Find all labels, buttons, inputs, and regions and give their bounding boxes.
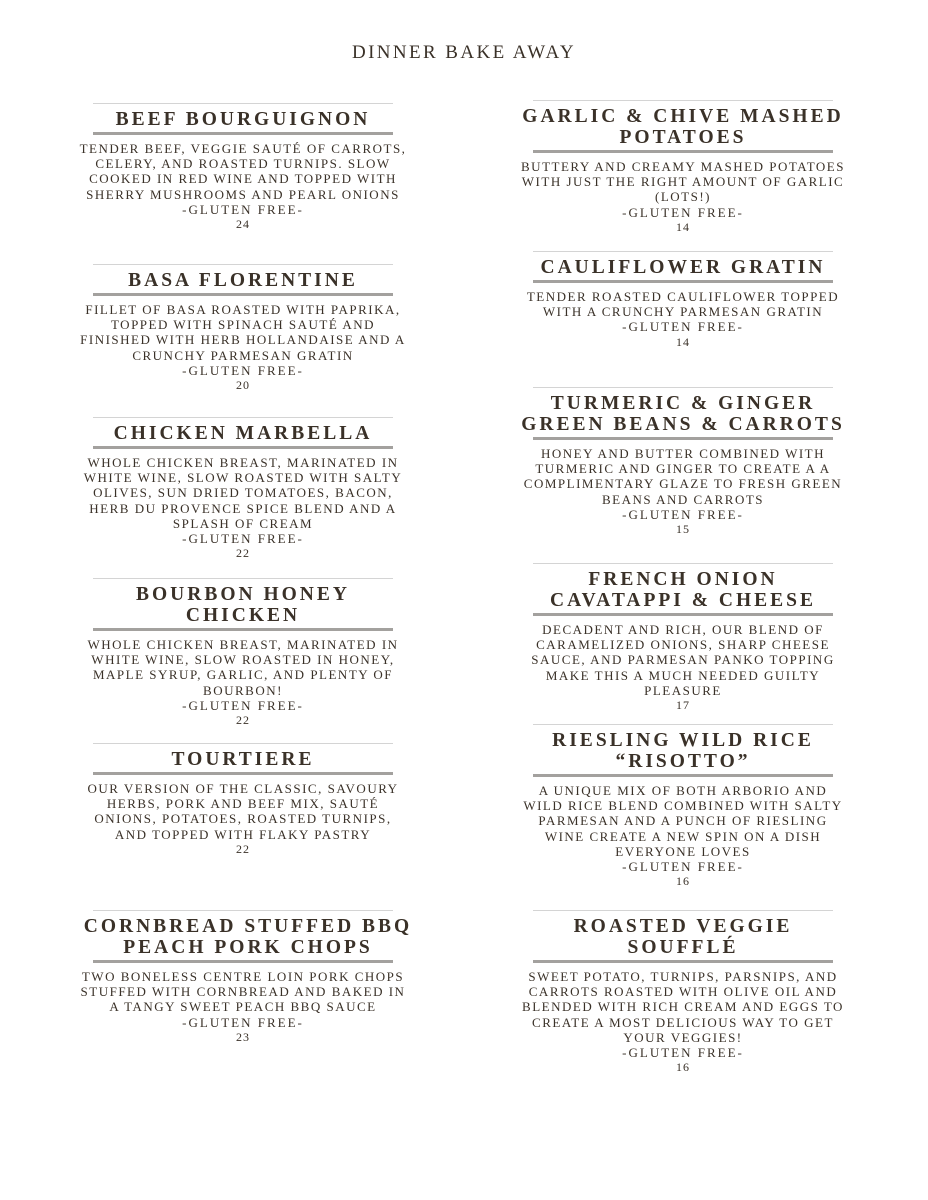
menu-item [78,578,408,728]
divider-line [93,103,393,104]
dish-price: 14 [676,219,690,234]
dish-name: TOURTIERE [171,749,315,770]
divider-line [93,743,393,744]
dish-name: GARLIC & CHIVE MASHED POTATOES [522,106,844,148]
dish-name: RIESLING WILD RICE “RISOTTO” [552,730,814,772]
dish-underline [93,132,393,135]
dish-name: BOURBON HONEY CHICKEN [136,584,350,626]
divider-line [533,100,833,101]
dish-description: TENDER ROASTED CAULIFLOWER TOPPED WITH A CRUNCHY PARMESAN GRATIN [526,289,840,320]
divider-line [533,910,833,911]
dish-description: HONEY AND BUTTER COMBINED WITH TURMERIC AND GINGER TO CREATE A A COMPLIMENTARY GLAZE TO FRESH GREEN BEANS AND CARROTS [523,446,843,507]
divider-line [533,251,833,252]
divider-line [93,578,393,579]
divider-line [93,910,393,911]
dish-name: CHICKEN MARBELLA [113,423,373,444]
gluten-free-label: -GLUTEN FREE- [182,1014,304,1030]
dish-description: BUTTERY AND CREAMY MASHED POTATOES WITH JUST THE RIGHT AMOUNT OF GARLIC (LOTS!) [521,159,845,205]
dish-underline [93,960,393,963]
dish-price: 17 [676,698,690,713]
page-title: DINNER BAKE AWAY [351,42,577,63]
dish-price: 22 [236,841,250,856]
dish-description: SWEET POTATO, TURNIPS, PARSNIPS, AND CARROTS ROASTED WITH OLIVE OIL AND BLENDED WITH RICH CREAM AND EGGS TO CREATE A MOST DELICIOUS WAY TO GET YOUR VEGGIES! [522,969,844,1045]
dish-underline [93,293,393,296]
menu-item [518,910,848,1075]
menu-item [78,264,408,393]
dish-price: 24 [236,217,250,232]
divider-line [533,724,833,725]
dish-price: 20 [236,378,250,393]
divider-line [93,417,393,418]
dish-name: CORNBREAD STUFFED BBQ PEACH PORK CHOPS [83,916,413,958]
menu-item [518,100,848,235]
dish-underline [93,446,393,449]
menu-item [78,103,408,232]
dish-description: TWO BONELESS CENTRE LOIN PORK CHOPS STUFFED WITH CORNBREAD AND BAKED IN A TANGY SWEET PEACH BBQ SAUCE [80,969,406,1015]
divider-line [93,264,393,265]
dish-description: WHOLE CHICKEN BREAST, MARINATED IN WHITE WINE, SLOW ROASTED IN HONEY, MAPLE SYRUP, GARLIC, AND PLENTY OF BOURBON! [87,637,399,698]
dish-name: TURMERIC & GINGER GREEN BEANS & CARROTS [521,393,845,435]
dish-underline [533,774,833,777]
dish-description: FILLET OF BASA ROASTED WITH PAPRIKA, TOPPED WITH SPINACH SAUTÉ AND FINISHED WITH HERB HOLLANDAISE AND A CRUNCHY PARMESAN GRATIN [80,302,406,363]
gluten-free-label: -GLUTEN FREE- [622,1045,744,1061]
menu-item [518,724,848,889]
dish-underline [533,280,833,283]
dish-description: A UNIQUE MIX OF BOTH ARBORIO AND WILD RICE BLEND COMBINED WITH SALTY PARMESAN AND A PUNCH OF RIESLING WINE CREATE A NEW SPIN ON A DISH EVERYONE LOVES [523,783,843,859]
dish-underline [533,150,833,153]
gluten-free-label: -GLUTEN FREE- [182,697,304,713]
dish-price: 16 [676,874,690,889]
gluten-free-label: -GLUTEN FREE- [622,859,744,875]
gluten-free-label: -GLUTEN FREE- [182,362,304,378]
gluten-free-label: -GLUTEN FREE- [182,201,304,217]
divider-line [533,563,833,564]
menu-item [518,387,848,537]
dish-description: TENDER BEEF, VEGGIE SAUTÉ OF CARROTS, CELERY, AND ROASTED TURNIPS. SLOW COOKED IN RED WINE AND TOPPED WITH SHERRY MUSHROOMS AND PEARL ONIONS [79,141,407,202]
dish-name: CAULIFLOWER GRATIN [540,257,826,278]
dish-name: BEEF BOURGUIGNON [115,109,371,130]
dish-price: 16 [676,1060,690,1075]
dish-underline [533,437,833,440]
dish-description: WHOLE CHICKEN BREAST, MARINATED IN WHITE WINE, SLOW ROASTED WITH SALTY OLIVES, SUN DRIED TOMATOES, BACON, HERB DU PROVENCE SPICE BLEND AND A SPLASH OF CREAM [83,455,403,531]
dish-underline [93,772,393,775]
dish-name: FRENCH ONION CAVATAPPI & CHEESE [549,569,816,611]
gluten-free-label: -GLUTEN FREE- [622,506,744,522]
dish-price: 14 [676,334,690,349]
dish-price: 22 [236,546,250,561]
dish-name: ROASTED VEGGIE SOUFFLÉ [573,916,793,958]
menu-item [518,251,848,350]
dish-name: BASA FLORENTINE [128,270,358,291]
menu-item [78,417,408,561]
dish-description: DECADENT AND RICH, OUR BLEND OF CARAMELIZED ONIONS, SHARP CHEESE SAUCE, AND PARMESAN PANKO TOPPING MAKE THIS A MUCH NEEDED GUILTY PLEASURE [531,622,835,698]
dish-price: 22 [236,713,250,728]
dish-underline [93,628,393,631]
gluten-free-label: -GLUTEN FREE- [622,204,744,220]
menu-item [78,743,408,857]
gluten-free-label: -GLUTEN FREE- [622,319,744,335]
menu-item [518,563,848,713]
dish-underline [533,960,833,963]
dish-description: OUR VERSION OF THE CLASSIC, SAVOURY HERBS, PORK AND BEEF MIX, SAUTÉ ONIONS, POTATOES, ROASTED TURNIPS, AND TOPPED WITH FLAKY PASTRY [87,781,399,842]
divider-line [533,387,833,388]
dish-underline [533,613,833,616]
gluten-free-label: -GLUTEN FREE- [182,531,304,547]
dish-price: 15 [676,522,690,537]
menu-item [78,910,413,1045]
dish-price: 23 [236,1029,250,1044]
